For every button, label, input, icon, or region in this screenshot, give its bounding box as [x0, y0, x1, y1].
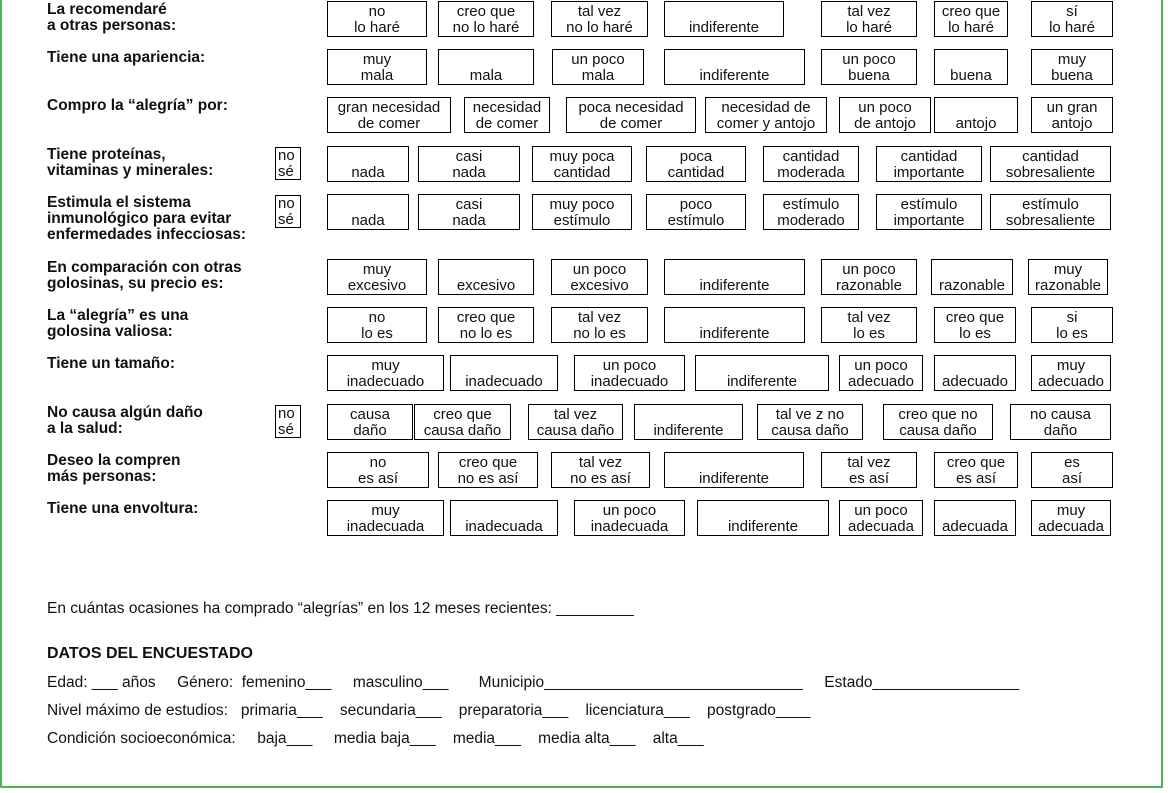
question-label: No causa algún daño a la salud:: [47, 404, 203, 437]
respondent-line-socioeconomic[interactable]: Condición socioeconómica: baja___ media baja___ media___ media alta___ alta___: [47, 730, 704, 747]
answer-option[interactable]: casi nada: [418, 146, 520, 182]
answer-option[interactable]: es así: [1031, 452, 1113, 488]
answer-option[interactable]: inadecuado: [450, 355, 558, 391]
answer-option[interactable]: nada: [327, 194, 409, 230]
answer-option[interactable]: creo que no causa daño: [883, 404, 993, 440]
question-label: Tiene un tamaño:: [47, 355, 176, 372]
answer-option[interactable]: cantidad sobresaliente: [990, 146, 1111, 182]
answer-option[interactable]: adecuada: [934, 500, 1016, 536]
answer-option[interactable]: creo que lo es: [934, 307, 1016, 343]
answer-option[interactable]: indiferente: [664, 307, 805, 343]
answer-option[interactable]: creo que no es así: [438, 452, 538, 488]
answer-option[interactable]: un poco de antojo: [839, 97, 931, 133]
question-label: Tiene una apariencia:: [47, 49, 206, 66]
answer-option[interactable]: poco estímulo: [646, 194, 746, 230]
answer-option[interactable]: un poco inadecuada: [574, 500, 685, 536]
answer-option[interactable]: indiferente: [664, 49, 805, 85]
answer-option[interactable]: razonable: [931, 259, 1013, 295]
answer-option[interactable]: si lo es: [1031, 307, 1113, 343]
answer-option[interactable]: un poco adecuada: [839, 500, 923, 536]
answer-option[interactable]: tal vez lo es: [821, 307, 917, 343]
answer-option[interactable]: nada: [327, 146, 409, 182]
question-label: Tiene proteínas, vitaminas y minerales:: [47, 146, 214, 179]
answer-option[interactable]: un poco buena: [821, 49, 917, 85]
answer-option[interactable]: muy buena: [1031, 49, 1113, 85]
no-se-checkbox[interactable]: no sé: [275, 147, 301, 180]
answer-option[interactable]: indiferente: [634, 404, 743, 440]
question-label: En comparación con otras golosinas, su precio es:: [47, 259, 242, 292]
answer-option[interactable]: casi nada: [418, 194, 520, 230]
answer-option[interactable]: muy mala: [327, 49, 427, 85]
answer-option[interactable]: estímulo importante: [876, 194, 982, 230]
respondent-line-education[interactable]: Nivel máximo de estudios: primaria___ secundaria___ preparatoria___ licenciatura___ postgrado____: [47, 702, 811, 719]
answer-option[interactable]: poca cantidad: [646, 146, 746, 182]
answer-option[interactable]: cantidad moderada: [763, 146, 859, 182]
question-label: La “alegría” es una golosina valiosa:: [47, 307, 189, 340]
answer-option[interactable]: tal vez no lo es: [551, 307, 648, 343]
answer-option[interactable]: un poco excesivo: [551, 259, 648, 295]
answer-option[interactable]: no es así: [327, 452, 429, 488]
answer-option[interactable]: necesidad de comer y antojo: [705, 97, 827, 133]
answer-option[interactable]: tal vez causa daño: [528, 404, 623, 440]
answer-option[interactable]: muy inadecuado: [327, 355, 444, 391]
no-se-checkbox[interactable]: no sé: [275, 195, 301, 228]
answer-option[interactable]: tal ve z no causa daño: [757, 404, 863, 440]
answer-option[interactable]: muy poca cantidad: [532, 146, 632, 182]
answer-option[interactable]: estímulo sobresaliente: [990, 194, 1111, 230]
answer-option[interactable]: estímulo moderado: [763, 194, 859, 230]
answer-option[interactable]: gran necesidad de comer: [327, 97, 451, 133]
question-label: La recomendaré a otras personas:: [47, 1, 177, 34]
answer-option[interactable]: indiferente: [664, 259, 805, 295]
answer-option[interactable]: muy excesivo: [327, 259, 427, 295]
answer-option[interactable]: creo que causa daño: [414, 404, 511, 440]
answer-option[interactable]: tal vez lo haré: [821, 1, 917, 37]
answer-option[interactable]: causa daño: [327, 404, 413, 440]
answer-option[interactable]: no causa daño: [1010, 404, 1111, 440]
respondent-line-age-gender[interactable]: Edad: ___ años Género: femenino___ masculino___ Municipio______________________________ Estado_________________: [47, 674, 1020, 691]
answer-option[interactable]: un poco razonable: [821, 259, 917, 295]
answer-option[interactable]: indiferente: [695, 355, 829, 391]
answer-option[interactable]: necesidad de comer: [464, 97, 550, 133]
answer-option[interactable]: creo que es así: [934, 452, 1018, 488]
question-label: Deseo la compren más personas:: [47, 452, 181, 485]
answer-option[interactable]: indiferente: [664, 452, 804, 488]
answer-option[interactable]: tal vez es así: [821, 452, 917, 488]
answer-option[interactable]: un poco mala: [552, 49, 644, 85]
purchase-question: En cuántas ocasiones ha comprado “alegrías” en los 12 meses recientes: _________: [47, 600, 634, 617]
answer-option[interactable]: creo que no lo es: [438, 307, 534, 343]
answer-option[interactable]: muy inadecuada: [327, 500, 444, 536]
answer-option[interactable]: indiferente: [697, 500, 829, 536]
answer-option[interactable]: creo que no lo haré: [438, 1, 534, 37]
answer-option[interactable]: no lo haré: [327, 1, 427, 37]
answer-option[interactable]: adecuado: [934, 355, 1016, 391]
question-label: Compro la “alegría” por:: [47, 97, 228, 114]
answer-option[interactable]: inadecuada: [450, 500, 558, 536]
answer-option[interactable]: mala: [438, 49, 534, 85]
no-se-checkbox[interactable]: no sé: [275, 405, 301, 438]
answer-option[interactable]: un gran antojo: [1031, 97, 1113, 133]
answer-option[interactable]: muy poco estímulo: [532, 194, 632, 230]
answer-option[interactable]: buena: [934, 49, 1008, 85]
answer-option[interactable]: creo que lo haré: [934, 1, 1008, 37]
answer-option[interactable]: muy razonable: [1028, 259, 1108, 295]
answer-option[interactable]: poca necesidad de comer: [566, 97, 696, 133]
answer-option[interactable]: no lo es: [327, 307, 427, 343]
respondent-title: DATOS DEL ENCUESTADO: [47, 645, 253, 662]
answer-option[interactable]: muy adecuada: [1031, 500, 1111, 536]
answer-option[interactable]: un poco adecuado: [839, 355, 923, 391]
answer-option[interactable]: excesivo: [438, 259, 534, 295]
answer-option[interactable]: indiferente: [664, 1, 784, 37]
answer-option[interactable]: tal vez no es así: [551, 452, 650, 488]
answer-option[interactable]: un poco inadecuado: [574, 355, 685, 391]
question-label: Tiene una envoltura:: [47, 500, 199, 517]
answer-option[interactable]: muy adecuado: [1031, 355, 1111, 391]
answer-option[interactable]: cantidad importante: [876, 146, 982, 182]
answer-option[interactable]: tal vez no lo haré: [551, 1, 648, 37]
answer-option[interactable]: antojo: [934, 97, 1018, 133]
answer-option[interactable]: sí lo haré: [1031, 1, 1113, 37]
question-label: Estimula el sistema inmunológico para evitar enfermedades infecciosas:: [47, 194, 247, 243]
